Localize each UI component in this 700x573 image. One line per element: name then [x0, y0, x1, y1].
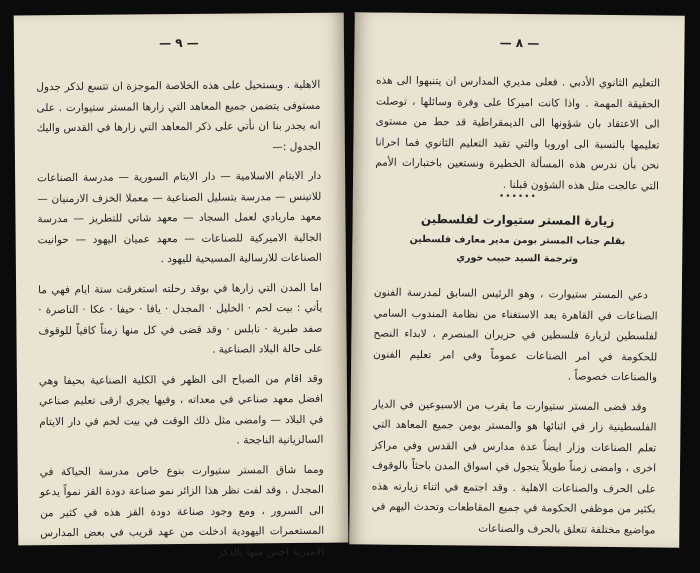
left-page-body — [36, 75, 324, 573]
article-body — [371, 283, 658, 550]
left-paragraph: وقد اقام من الصباح الى الظهر في الكلية الصناعية بحيفا وهي افضل معهد صناعي في معداته ، وفيها يجري ارقى تعليم صناعي في البلاد — وامضى مثل ذلك الوقت في بيت لحم في دار الايتام السالزيانية الناجحة . — [38, 372, 324, 447]
article-paragraph: دعي المستر ستيوارت ، وهو الرئيس السابق لمدرسة الفنون الصناعات في القاهرة بعد الاستغناء من نظامة المندوب السامي لفلسطين لزيارة فلسطين في حزيران المنصرم ، لابداء النصح للحكومة في امر الصناعات عموماً وفي امر تعليم الفنون والصناعات خصوصاً . — [373, 286, 658, 384]
page-number-left: — ٩ — — [159, 35, 199, 51]
page-number-right: — ٨ — — [499, 35, 540, 51]
intro-paragraph: التعليم الثانوي الأدبي . فعلى مديري المدارس ان يتنبهوا الى هذه الحقيقة المهمة . واذا كانت اميركا على وفرة وسائلها ، توصلت الى الاعتقاد بان شؤونها الى الديمقراطية قد حط من مستوى تعليمها بالنسبة الى اوروبا والتي تقيد التعليم الثانوي فما احرانا نحن بأن ندرس هذه المسألة الخطيرة ونستعين باختبارات الأمم التي عالجت مثل هذه الشؤون قبلنا . — [375, 74, 661, 192]
article-translator: وترجمة السيد حبيب خوري — [456, 252, 579, 265]
article-paragraph: وقد قضى المستر ستيوارت ما يقرب من الاسبوعين في الديار الفلسطينية زار في اثنائها هو والمستر بومن جميع المعاهد التي تعلم الصناعات وزار ايضاً عدة مدارس في القدس وفي مراكز اخرى ، وامضى زمناً طويلاً يتجول في اسواق المدن باحثاً بالوقوف على الحرف والصناعات الاهلية . وقد اجتمع في اثناء زيارته هذه بكثير من موظفي الحكومة في جميع المقاطعات وتحدث اليهم في مواضيع مختلفة تتعلق بالحرف والصناعات — [371, 397, 657, 536]
left-paragraph: الاهلية . ويستحيل على هذه الخلاصة الموجزة ان تتسع لذكر جدول مستوفى يتضمن جميع المعاهد التي زارها المستر ستيوارت . على انه يجدر بنا ان نأتي على ذكر المعاهد التي زارها في القدس واليك الجدول :— — [36, 78, 321, 153]
right-page — [349, 12, 685, 547]
left-paragraph: ومما شاق المستر ستيوارت بنوع خاص مدرسة الحياكة في المجدل . وقد لفت نظر هذا الزائر نمو صناعة دودة القز نمواً يدعو الى السرور ، ومع وجود صناعة دودة القز هذه في كثير من المستعمرات اليهودية ادخلت من عهد قريب في بعض المدارس الاميرية اخص منها بالذكر — [39, 463, 325, 559]
article-heading — [352, 206, 683, 269]
article-title: زيارة المستر ستيوارت لفلسطين — [420, 211, 615, 229]
section-divider: •••••• — [498, 191, 537, 203]
left-paragraph: دار الايتام الاسلامية — دار الايتام السورية — مدرسة الصناعات للاتينس — مدرسة بتسليل الصناعية — معملا الخزف الارمنيان — معهد ماريادي لعمل السجاد — معهد شاتي للتطريز — مدرسة الجالية الاميركية للصناعات — معهد عميان اليهود — حوانيت الصناعات للارسالية المسيحية لليهود . — [37, 169, 322, 266]
left-page — [14, 13, 349, 559]
left-paragraph: اما المدن التي زارها في بوقد رحلته استغرقت ستة ايام فهي ما يأتي : بيت لحم · الخليل · المجدل · يافا · حيفا · عكا · الناصرة · صفد طبرية · نابلس · وقد قضى في كل منها زمناً كافياً للوقوف على حالة البلاد الصناعية . — [38, 281, 323, 356]
right-page-intro — [375, 71, 660, 206]
article-author: بقلم جناب المستر بومن مدير معارف فلسطين — [409, 233, 626, 248]
